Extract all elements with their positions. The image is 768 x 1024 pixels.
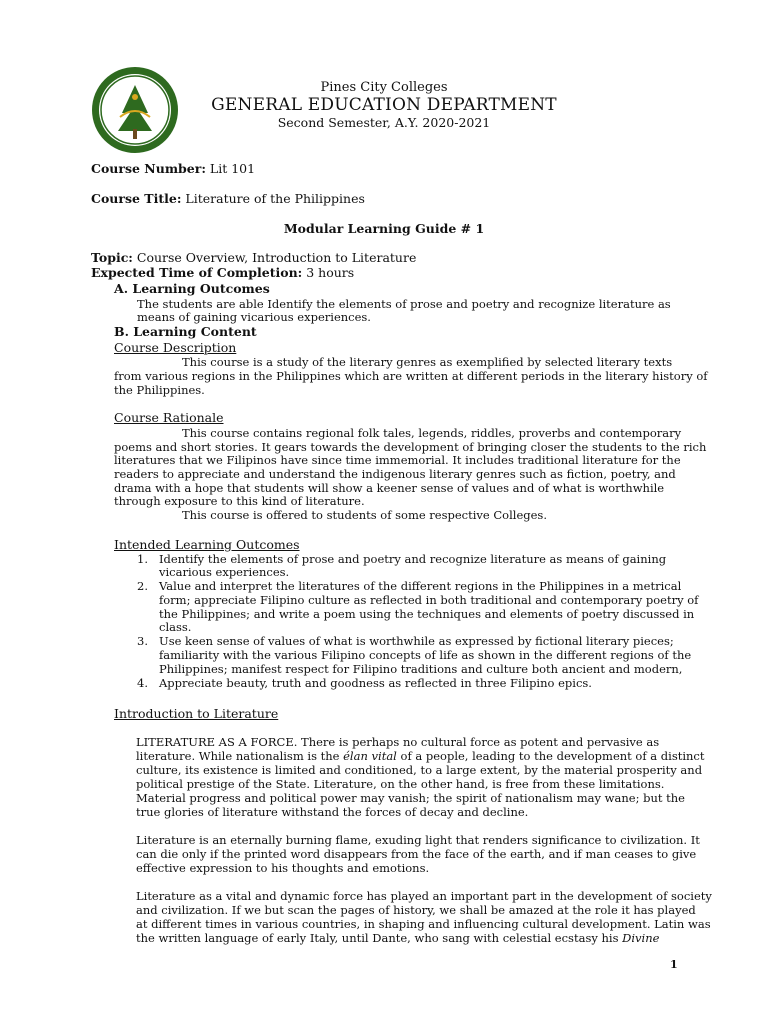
topic-label: Topic:: [91, 250, 133, 265]
ilo-item-line: Appreciate beauty, truth and goodness as reflected in three Filipino epics.: [159, 676, 592, 690]
course-description-line: the Philippines.: [114, 383, 205, 397]
ilo-item-line: Philippines; manifest respect for Filipino traditions and culture both ancient and modern,: [159, 662, 683, 676]
institution-name: Pines City Colleges: [320, 80, 448, 95]
course-number-value: Lit 101: [205, 161, 256, 176]
intro-p3-line: [136, 931, 659, 945]
ilo-item-number: 4.: [137, 676, 148, 690]
intro-p3-line: Literature as a vital and dynamic force has played an important part in the development of society: [136, 889, 712, 903]
semester: Second Semester, A.Y. 2020-2021: [277, 115, 491, 130]
course-description-line: from various regions in the Philippines which are written at different periods in the literary history of: [114, 369, 708, 383]
time-label: Expected Time of Completion:: [91, 265, 303, 280]
intro-p3-line: and civilization. If we but scan the pages of history, we shall be amazed at the role it has played: [136, 903, 696, 917]
course-rationale-line: readers to appreciate and understand the indigenous literary genres such as fiction, poetry, and: [114, 467, 676, 481]
ilo-item-line: Value and interpret the literatures of the different regions in the Philippines in a metrical: [159, 579, 682, 593]
course-rationale-line: drama with a hope that students will show a keener sense of values and of what is worthwhile: [114, 481, 665, 495]
ilo-item-line: Use keen sense of values of what is worthwhile as expressed by fictional literary pieces;: [159, 634, 674, 648]
ilo-item-line: the Philippines; and write a poem using the techniques and elements of poetry discussed in: [159, 607, 695, 621]
intro-p1-text: literature. While nationalism is the: [136, 749, 344, 763]
course-rationale-line: poems and short stories. It gears towards the development of bringing closer the students to the rich: [114, 440, 707, 454]
section-a-line: means of gaining vicarious experiences.: [137, 310, 371, 324]
ilo-item-line: Identify the elements of prose and poetry and recognize literature as means of gaining: [159, 552, 667, 566]
course-description-line: This course is a study of the literary genres as exemplified by selected literary texts: [182, 355, 673, 369]
course-rationale-heading: Course Rationale: [114, 410, 224, 425]
intro-p1-italic: élan vital: [343, 749, 397, 763]
intro-p1-line: [136, 749, 704, 763]
ilo-item-line: class.: [159, 620, 192, 634]
expected-time: [91, 265, 354, 280]
section-b-heading: B. Learning Content: [114, 324, 257, 339]
intro-p3-text: the written language of early Italy, until Dante, who sang with celestial ecstasy his: [136, 931, 623, 945]
course-rationale-line: through exposure to this kind of literature.: [114, 494, 365, 508]
intro-heading: Introduction to Literature: [114, 706, 279, 721]
intro-p3-line: at different times in various countries, in shaping and influencing cultural development. Latin was: [136, 917, 711, 931]
intro-p1-line: political prestige of the State. Literature, on the other hand, is free from these limitations.: [136, 777, 665, 791]
ilo-item-number: 2.: [137, 579, 148, 593]
section-a-line: The students are able Identify the elements of prose and poetry and recognize literature as: [137, 297, 671, 311]
intro-p3-italic: Divine: [622, 931, 660, 945]
intro-p2-line: effective expression to his thoughts and emotions.: [136, 861, 430, 875]
ilo-item-number: 1.: [137, 552, 148, 566]
intro-p1-line: Material progress and political power may vanish; the spirit of nationalism may wane; but the: [136, 791, 685, 805]
intro-p1-line: LITERATURE AS A FORCE. There is perhaps no cultural force as potent and pervasive as: [136, 735, 660, 749]
intro-p1-line: true glories of literature withstand the forces of decay and decline.: [136, 805, 529, 819]
section-a-heading: A. Learning Outcomes: [114, 281, 270, 296]
department-name: GENERAL EDUCATION DEPARTMENT: [211, 95, 557, 115]
ilo-item-number: 3.: [137, 634, 148, 648]
intro-p2-line: can die only if the printed word disappears from the face of the earth, and if man ceases to give: [136, 847, 697, 861]
ilo-item-line: form; appreciate Filipino culture as reflected in both traditional and contemporary poetry of: [159, 593, 699, 607]
topic: [91, 250, 416, 265]
intro-p2-line: Literature is an eternally burning flame, exuding light that renders significance to civilization. It: [136, 833, 700, 847]
course-number-label: Course Number:: [91, 161, 206, 176]
ilo-heading: Intended Learning Outcomes: [114, 537, 300, 552]
time-value: 3 hours: [302, 265, 355, 280]
course-description-heading: Course Description: [114, 340, 237, 355]
course-title: [91, 191, 365, 206]
course-title-value: Literature of the Philippines: [181, 191, 365, 206]
topic-value: Course Overview, Introduction to Literature: [132, 250, 417, 265]
course-number: [91, 161, 255, 176]
page-number: 1: [670, 958, 678, 971]
ilo-item-line: familiarity with the various Filipino concepts of life as shown in the different regions of the: [159, 648, 692, 662]
course-title-label: Course Title:: [91, 191, 182, 206]
ilo-item-line: vicarious experiences.: [159, 565, 290, 579]
guide-title: Modular Learning Guide # 1: [283, 221, 485, 236]
course-rationale-line: This course contains regional folk tales, legends, riddles, proverbs and contemporary: [182, 426, 682, 440]
course-rationale-line: literatures that we Filipinos have since time immemorial. It includes traditional literature for the: [114, 453, 681, 467]
intro-p1-text: of a people, leading to the development of a distinct: [396, 749, 705, 763]
intro-p1-line: culture, its existence is limited and conditioned, to a large extent, by the material prosperity and: [136, 763, 703, 777]
course-rationale-line: This course is offered to students of some respective Colleges.: [182, 508, 547, 522]
